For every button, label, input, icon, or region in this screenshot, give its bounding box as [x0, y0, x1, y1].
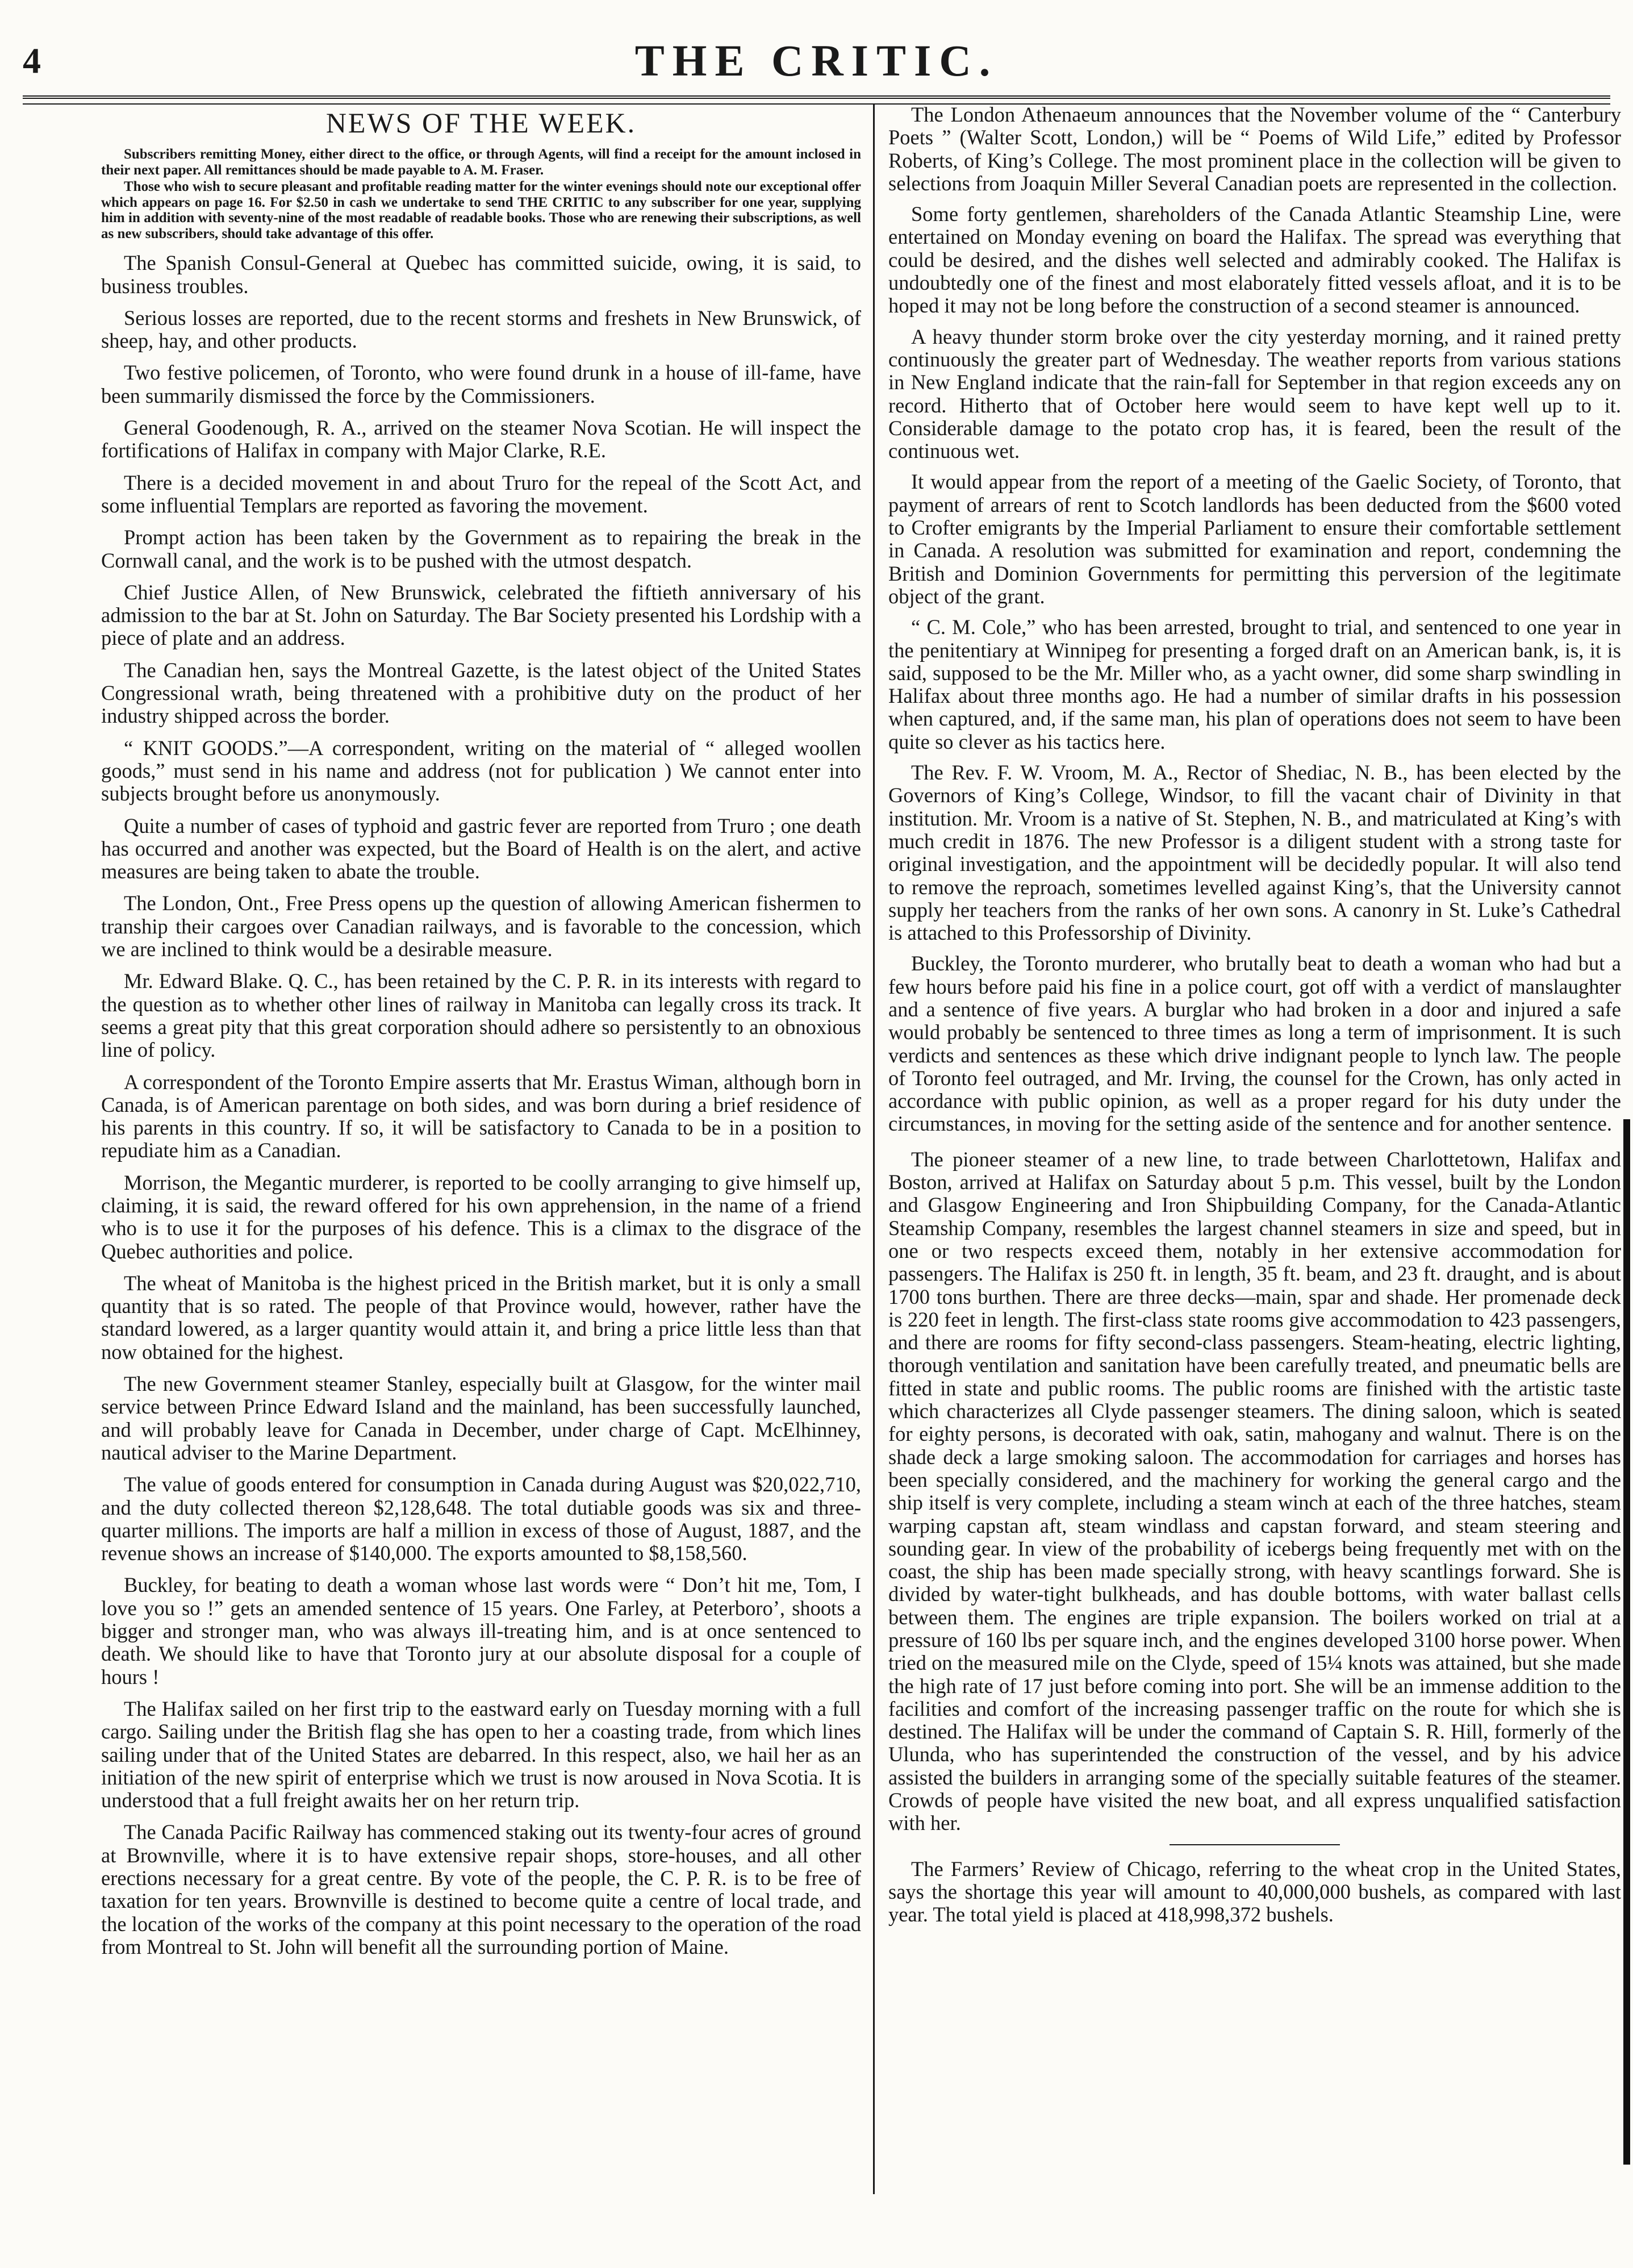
news-item: Serious losses are reported, due to the recent storms and freshets in New Brunswick, of sheep, hay, and other products.: [101, 306, 861, 353]
news-item: The new Government steamer Stanley, especially built at Glasgow, for the winter mail service between Prince Edward Island and the mainland, has been successfully launched, and will probably leave for Canada in December, under charge of Capt. McElhinney, nautical adviser to the Marine Department.: [101, 1372, 861, 1464]
news-item: Mr. Edward Blake. Q. C., has been retained by the C. P. R. in its interests with regard to the question as to whether other lines of railway in Manitoba can legally cross its track. It seems a great pity that this great corporation should adhere so persistently to an obnoxious line of policy.: [101, 969, 861, 1062]
news-item: “ KNIT GOODS.”—A correspondent, writing on the material of “ alleged woollen goods,” must send in his name and address (not for publication ) We cannot enter into subjects brought before us anonymously.: [101, 736, 861, 806]
news-item: The pioneer steamer of a new line, to trade between Charlottetown, Halifax and Boston, arrived at Halifax on Saturday about 5 p.m. This vessel, built by the London and Glasgow Engineering and Iron Shipbuilding Company, for the Canada-Atlantic Steamship Company, resembles the largest channel steamers in size and speed, but in one or two respects exceed them, notably in her extensive accommodation for passengers. The Halifax is 250 ft. in length, 35 ft. beam, and 23 ft. draught, and is about 1700 tons burthen. There are three decks—main, spar and shade. Her promenade deck is 220 feet in length. The first-class state rooms give accommodation to 423 passengers, and there are rooms for fifty second-class passengers. Steam-heating, electric lighting, thorough ventilation and sanitation have been carefully treated, and pneumatic bells are fitted in state and public rooms. The public rooms are finished with the artistic taste which characterizes all Clyde passenger steamers. The dining saloon, which is seated for eighty persons, is decorated with oak, satin, mahogany and walnut. There is on the shade deck a large smoking saloon. The accommodation for carriages and horses has been specially considered, and the machinery for working the general cargo and the ship itself is very complete, including a steam winch at each of the three hatches, steam warping capstan aft, steam windlass and capstan forward, and steam steering and sounding gear. In view of the probability of icebergs being frequently met with on the coast, the ship has been made specially strong, with heavy scantlings forward. She is divided by water-tight bulkheads, and has double bottoms, with water ballast cells between them. The engines are triple expansion. The boilers worked on trial at a pressure of 160 lbs per square inch, and the engines developed 3100 horse power. When tried on the measured mile on the Clyde, speed of 15¼ knots was attained, but she made the high rate of 17 just before coming into port. She will be an immense addition to the facilities and comfort of the increasing passenger traffic on the route for which she is destined. The Halifax will be under the command of Captain S. R. Hill, formerly of the Ulunda, who has superintended the construction of the vessel, and by his advice assisted the builders in arranging some of the specially suitable features of the steamer. Crowds of people have visited the new boat, and all express unqualified satisfaction with her.: [888, 1147, 1621, 1835]
news-item: The London, Ont., Free Press opens up the question of allowing American fishermen to tranship their cargoes over Canadian railways, and is favorable to the concession, which we are inclined to think would be a desirable measure.: [101, 891, 861, 961]
news-item: The Rev. F. W. Vroom, M. A., Rector of Shediac, N. B., has been elected by the Governors of King’s College, Windsor, to fill the vacant chair of Divinity in that institution. Mr. Vroom is a native of St. Stephen, N. B., and matriculated at King’s with much credit in 1876. The new Professor is a diligent student with a strong taste for original investigation, and the appointment will be decidedly popular. It will also tend to remove the reproach, sometimes levelled against King’s, that the University cannot supply her teachers from the ranks of her own sons. A canonry in St. Luke’s Cathedral is attached to this Professorship of Divinity.: [888, 761, 1621, 945]
news-item: The wheat of Manitoba is the highest priced in the British market, but it is only a small quantity that is so rated. The people of that Province would, however, rather have the standard lowered, as a larger quantity would attain it, and bring a price little less than that now obtained for the highest.: [101, 1271, 861, 1364]
news-item: The London Athenaeum announces that the November volume of the “ Canterbury Poets ” (Walter Scott, London,) will be “ Poems of Wild Life,” edited by Professor Roberts, of King’s College. The most prominent place in the collection will be given to selections from Joaquin Miller Several Canadian poets are represented in the collection.: [888, 103, 1621, 195]
page-number: 4: [23, 40, 41, 81]
news-item: The Farmers’ Review of Chicago, referring to the wheat crop in the United States, says the shortage this year will amount to 40,000,000 bushels, as compared with last year. The total yield is placed at 418,998,372 bushels.: [888, 1857, 1621, 1927]
news-item: General Goodenough, R. A., arrived on the steamer Nova Scotian. He will inspect the fortifications of Halifax in company with Major Clarke, R.E.: [101, 416, 861, 462]
news-item: Morrison, the Megantic murderer, is reported to be coolly arranging to give himself up, claiming, it is said, the reward offered for his own apprehension, in the name of a friend who is to use it for the purposes of his defence. This is a climax to the disgrace of the Quebec authorities and police.: [101, 1170, 861, 1263]
notice-offer: Those who wish to secure pleasant and profitable reading matter for the winter evenings should note our exceptional offer which appears on page 16. For $2.50 in cash we undertake to send THE CRITIC to any subscriber for one year, supplying him in addition with seventy-nine of the most readable of readable books. Those who are renewing their subscriptions, as well as new subscribers, should take advantage of this offer.: [101, 179, 861, 241]
news-item: Some forty gentlemen, shareholders of the Canada Atlantic Steamship Line, were entertained on Monday evening on board the Halifax. The spread was everything that could be desired, and the dishes well selected and admirably cooked. The Halifax is undoubtedly one of the finest and most elaborately fitted vessels afloat, and it is to be hoped it may not be long before the construction of a second steamer is announced.: [888, 202, 1621, 318]
news-item: Prompt action has been taken by the Government as to repairing the break in the Cornwall canal, and the work is to be pushed with the utmost despatch.: [101, 526, 861, 572]
section-title: NEWS OF THE WEEK.: [325, 107, 637, 139]
column-divider: [873, 103, 875, 2194]
section-separator: [1170, 1844, 1340, 1845]
news-item: The Canada Pacific Railway has commenced staking out its twenty-four acres of ground at Brownville, where it is to have extensive repair shops, store-houses, and all other erections necessary for a great centre. By vote of the people, the C. P. R. is to be free of taxation for ten years. Brownville is destined to become quite a centre of local trade, and the location of the works of the company at this point necessary to the operation of the road from Montreal to St. John will benefit all the surrounding portion of Maine.: [101, 1820, 861, 1958]
news-item: The Halifax sailed on her first trip to the eastward early on Tuesday morning with a full cargo. Sailing under the British flag she has open to her a coasting trade, from which lines sailing under that of the United States are debarred. In this respect, also, we hail her as an initiation of the new spirit of enterprise which we trust is now aroused in Nova Scotia. It is understood that a full freight awaits her on her return trip.: [101, 1696, 861, 1812]
news-item: Buckley, the Toronto murderer, who brutally beat to death a woman who had but a few hours before paid his fine in a police court, got off with a verdict of manslaughter and a sentence of five years. A burglar who had broken in a door and injured a safe would probably be sentenced to three times as long a term of imprisonment. It is such verdicts and sentences as these which drive indignant people to lynch law. The people of Toronto feel outraged, and Mr. Irving, the counsel for the Crown, has only acted in accordance with public opinion, as well as a proper regard for his duty under the circumstances, in moving for the setting aside of the sentence and for another sentence.: [888, 952, 1621, 1136]
left-column: [101, 103, 861, 1967]
news-item: Quite a number of cases of typhoid and gastric fever are reported from Truro ; one death has occurred and another was expected, but the Board of Health is on the alert, and active measures are being taken to abate the trouble.: [101, 814, 861, 883]
notice-remittance: Subscribers remitting Money, either direct to the office, or through Agents, will find a receipt for the amount inclosed in their next paper. All remittances should be made payable to A. M. Fraser.: [101, 147, 861, 178]
news-item: Chief Justice Allen, of New Brunswick, celebrated the fiftieth anniversary of his admission to the bar at St. John on Saturday. The Bar Society presented his Lordship with a piece of plate and an address.: [101, 580, 861, 650]
news-item: There is a decided movement in and about Truro for the repeal of the Scott Act, and some influential Templars are reported as favoring the movement.: [101, 470, 861, 517]
news-item: A heavy thunder storm broke over the city yesterday morning, and it rained pretty continuously the greater part of Wednesday. The weather reports from various stations in New England indicate that the rain-fall for September in that region exceeds any on record. Hitherto that of October here would seem to have kept well up to it. Considerable damage to the potato crop has, it is feared, been the result of the continuous wet.: [888, 324, 1621, 463]
news-item: Buckley, for beating to death a woman whose last words were “ Don’t hit me, Tom, I love you so !” gets an amended sentence of 15 years. One Farley, at Peterboro’, shoots a bigger and stronger man, who was always ill-treating him, and is at once sentenced to death. We should like to have that Toronto jury at our absolute disposal for a couple of hours !: [101, 1573, 861, 1689]
news-item: “ C. M. Cole,” who has been arrested, brought to trial, and sentenced to one year in the penitentiary at Winnipeg for presenting a forged draft on an American bank, is, it is said, supposed to be the Mr. Miller who, as a yacht owner, did some sharp swindling in Halifax about three months ago. He had a number of similar drafts in his possession when captured, and, if the same man, his plan of operations does not seem to have been quite so clever as his tactics here.: [888, 615, 1621, 753]
news-item: It would appear from the report of a meeting of the Gaelic Society, of Toronto, that payment of arrears of rent to Scotch landlords has been deducted from the $600 voted to Crofter emigrants by the Imperial Parliament to ensure their comfortable settlement in Canada. A resolution was submitted for examination and report, condemning the British and Dominion Governments for permitting this perversion of the legitimate object of the grant.: [888, 470, 1621, 608]
news-item: The value of goods entered for consumption in Canada during August was $20,022,710, and the duty collected thereon $2,128,648. The total dutiable goods was six and three-quarter millions. The imports are half a million in excess of those of August, 1887, and the revenue shows an increase of $140,000. The exports amounted to $8,158,560.: [101, 1473, 861, 1565]
news-item: The Canadian hen, says the Montreal Gazette, is the latest object of the United States Congressional wrath, being threatened with a prohibitive duty on the product of her industry shipped across the border.: [101, 658, 861, 728]
masthead-title: THE CRITIC.: [634, 36, 999, 85]
news-item: The Spanish Consul-General at Quebec has committed suicide, owing, it is said, to business troubles.: [101, 251, 861, 298]
right-column: [888, 103, 1621, 1935]
margin-bar: [1623, 1119, 1630, 2165]
news-item: A correspondent of the Toronto Empire asserts that Mr. Erastus Wiman, although born in Canada, is of American parentage on both sides, and was born during a brief residence of his parents in this country. If so, it will be satisfactory to Canada to be in a position to repudiate him as a Canadian.: [101, 1070, 861, 1162]
news-item: Two festive policemen, of Toronto, who were found drunk in a house of ill-fame, have been summarily dismissed the force by the Commissioners.: [101, 361, 861, 407]
